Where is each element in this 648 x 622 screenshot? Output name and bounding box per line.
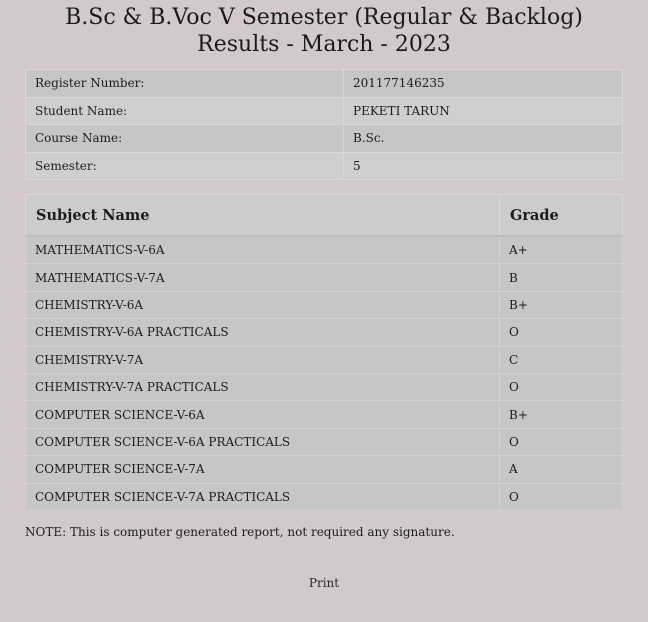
grades-header-row [26, 195, 623, 237]
grade-cell: B+ [500, 291, 623, 318]
info-row-course-name [26, 125, 623, 153]
grade-cell: O [500, 373, 623, 400]
table-row [26, 373, 623, 400]
signature-note: NOTE: This is computer generated report, not required any signature. [25, 525, 455, 539]
subject-cell: MATHEMATICS-V-6A [26, 236, 500, 264]
subject-cell: MATHEMATICS-V-7A [26, 264, 500, 291]
table-row [26, 483, 623, 510]
grade-cell: B+ [500, 401, 623, 428]
info-value: B.Sc. [344, 125, 623, 153]
table-row [26, 264, 623, 291]
grades-table [25, 194, 623, 511]
info-row-student-name [26, 97, 623, 125]
table-row [26, 401, 623, 428]
subject-cell: COMPUTER SCIENCE-V-7A PRACTICALS [26, 483, 500, 510]
grade-cell: B [500, 264, 623, 291]
table-row [26, 319, 623, 346]
grade-header: Grade [500, 195, 623, 237]
subject-cell: COMPUTER SCIENCE-V-6A [26, 401, 500, 428]
subject-cell: COMPUTER SCIENCE-V-7A [26, 456, 500, 483]
grade-cell: C [500, 346, 623, 373]
subject-cell: COMPUTER SCIENCE-V-6A PRACTICALS [26, 428, 500, 455]
info-row-register-number [26, 70, 623, 98]
grade-cell: A [500, 456, 623, 483]
table-row [26, 428, 623, 455]
info-value: 201177146235 [344, 70, 623, 98]
grade-cell: O [500, 483, 623, 510]
table-row [26, 291, 623, 318]
print-button[interactable]: Print [308, 576, 340, 590]
subject-cell: CHEMISTRY-V-7A PRACTICALS [26, 373, 500, 400]
subject-name-header: Subject Name [26, 195, 500, 237]
grade-cell: O [500, 428, 623, 455]
info-label: Course Name: [26, 125, 344, 153]
info-label: Student Name: [26, 97, 344, 125]
student-info-table [25, 69, 623, 180]
table-row [26, 456, 623, 483]
info-label: Register Number: [26, 70, 344, 98]
subject-cell: CHEMISTRY-V-6A PRACTICALS [26, 319, 500, 346]
info-label: Semester: [26, 152, 344, 180]
info-value: PEKETI TARUN [344, 97, 623, 125]
grade-cell: O [500, 319, 623, 346]
table-row [26, 236, 623, 264]
page-title: B.Sc & B.Voc V Semester (Regular & Backlog) Results - March - 2023 [65, 5, 583, 57]
grade-cell: A+ [500, 236, 623, 264]
table-row [26, 346, 623, 373]
info-row-semester [26, 152, 623, 180]
subject-cell: CHEMISTRY-V-6A [26, 291, 500, 318]
info-value: 5 [344, 152, 623, 180]
subject-cell: CHEMISTRY-V-7A [26, 346, 500, 373]
